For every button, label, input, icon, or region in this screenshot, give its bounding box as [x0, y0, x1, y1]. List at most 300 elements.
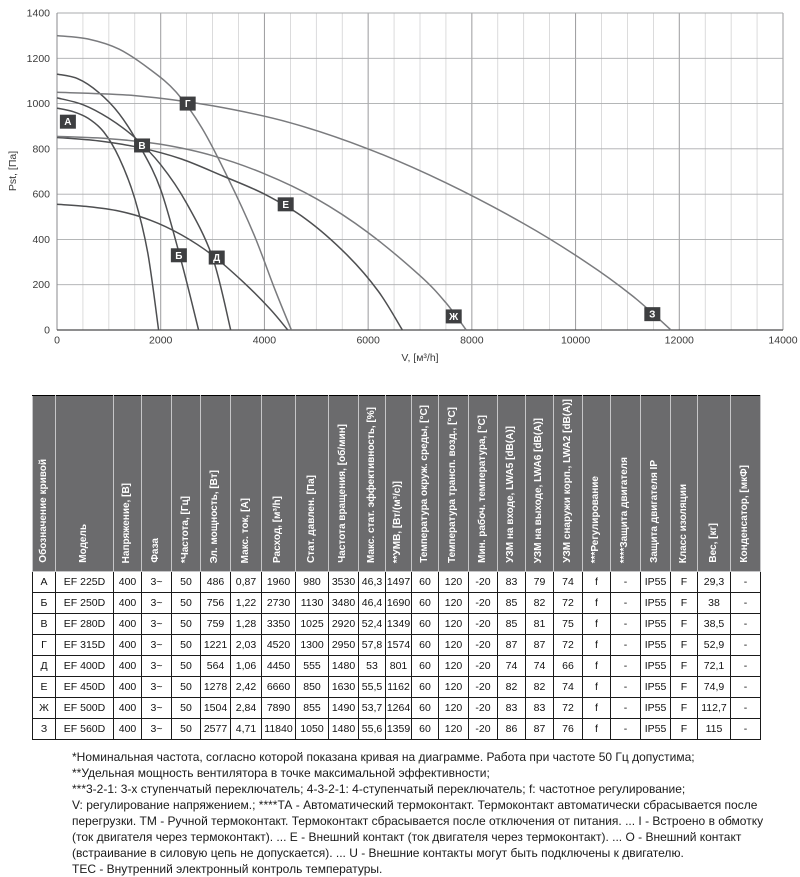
table-cell: 74	[526, 656, 554, 677]
table-cell: 1480	[329, 656, 359, 677]
table-cell: Г	[33, 635, 56, 656]
column-header-label: Температура окруж. среды, [°C]	[418, 405, 430, 563]
table-cell: 3~	[142, 677, 172, 698]
table-cell: f	[583, 656, 611, 677]
table-cell: 60	[412, 635, 439, 656]
column-header	[296, 396, 329, 572]
y-tick-label: 0	[44, 324, 50, 337]
table-cell: IP55	[641, 635, 671, 656]
column-header-label: Частота вращения, [об/мин]	[337, 424, 349, 563]
column-header	[611, 396, 641, 572]
table-cell: -	[611, 572, 641, 593]
table-cell: EF 250D	[56, 593, 114, 614]
svg-text:Д: Д	[213, 253, 221, 265]
column-header-label: Модель	[78, 524, 90, 563]
table-cell: -	[611, 698, 641, 719]
table-cell: 3~	[142, 614, 172, 635]
table-cell: 120	[439, 614, 469, 635]
table-cell: -20	[469, 593, 498, 614]
y-tick-label: 1200	[26, 52, 50, 65]
column-header-label: ****Защита двигателя	[619, 456, 631, 563]
table-cell: f	[583, 677, 611, 698]
table-cell: 3480	[329, 593, 359, 614]
table-cell: 2730	[262, 593, 296, 614]
table-cell: 850	[296, 677, 329, 698]
table-cell: 120	[439, 635, 469, 656]
table-cell: 52,4	[359, 614, 386, 635]
table-cell: IP55	[641, 572, 671, 593]
column-header	[554, 396, 583, 572]
fan-curve-ef-560d	[57, 92, 671, 330]
table-cell: 2920	[329, 614, 359, 635]
column-header	[698, 396, 731, 572]
x-tick-label: 12000	[664, 334, 694, 347]
table-cell: -	[611, 635, 641, 656]
column-header	[56, 396, 114, 572]
table-cell: EF 500D	[56, 698, 114, 719]
column-header-label: Конденсатор, [мкФ]	[739, 465, 751, 563]
table-cell: 400	[114, 719, 142, 740]
table-cell: -20	[469, 719, 498, 740]
x-tick-label: 4000	[252, 334, 277, 347]
table-cell: -20	[469, 614, 498, 635]
column-header-label: УЗМ на выходе, LWA6 [dB(A)]	[533, 417, 545, 563]
table-cell: 1278	[201, 677, 231, 698]
table-cell: 400	[114, 593, 142, 614]
column-header	[114, 396, 142, 572]
table-cell: 1050	[296, 719, 329, 740]
table-cell: f	[583, 635, 611, 656]
column-header-label: Напряжение, [В]	[121, 482, 133, 563]
table-cell: 2,84	[231, 698, 262, 719]
column-header	[583, 396, 611, 572]
table-cell: 120	[439, 572, 469, 593]
table-row	[33, 719, 761, 740]
y-axis-title: Pst, [Па]	[7, 150, 19, 192]
table-cell: 82	[526, 677, 554, 698]
table-cell: f	[583, 593, 611, 614]
table-cell: 120	[439, 698, 469, 719]
table-cell: 50	[172, 719, 201, 740]
table-cell: 756	[201, 593, 231, 614]
column-header	[526, 396, 554, 572]
table-cell: 76	[554, 719, 583, 740]
table-cell: -	[731, 698, 761, 719]
x-tick-label: 14000	[768, 334, 798, 347]
y-tick-label: 400	[32, 233, 50, 246]
table-cell: 52,9	[698, 635, 731, 656]
table-cell: 50	[172, 698, 201, 719]
column-header-label: УЗМ на входе, LWA5 [dB(A)]	[505, 426, 517, 563]
table-cell: IP55	[641, 698, 671, 719]
footnote-line: ТЕС - Внутренний электронный контроль температуры.	[72, 862, 383, 876]
table-cell: 66	[554, 656, 583, 677]
svg-text:Ж: Ж	[449, 311, 459, 323]
column-header	[469, 396, 498, 572]
table-cell: 120	[439, 593, 469, 614]
table-cell: 855	[296, 698, 329, 719]
table-cell: EF 450D	[56, 677, 114, 698]
table-cell: f	[583, 614, 611, 635]
column-header-label: УЗМ снаружи корп., LWA2 [dB(A)]	[561, 399, 573, 563]
column-header-label: Обозначение кривой	[37, 459, 49, 563]
svg-text:Г: Г	[184, 99, 191, 111]
fan-performance-chart	[0, 0, 800, 378]
table-cell: 87	[526, 635, 554, 656]
specs-table	[32, 395, 761, 740]
y-tick-label: 800	[32, 143, 50, 156]
table-cell: 1504	[201, 698, 231, 719]
table-cell: 74,9	[698, 677, 731, 698]
table-cell: EF 280D	[56, 614, 114, 635]
table-cell: 50	[172, 572, 201, 593]
column-header-label: Класс изоляции	[677, 483, 689, 563]
table-cell: 1221	[201, 635, 231, 656]
table-cell: 2,42	[231, 677, 262, 698]
table-cell: 82	[526, 593, 554, 614]
table-cell: -	[731, 677, 761, 698]
table-cell: В	[33, 614, 56, 635]
table-cell: IP55	[641, 656, 671, 677]
table-cell: 801	[386, 656, 412, 677]
table-cell: 400	[114, 677, 142, 698]
table-cell: -	[731, 614, 761, 635]
table-cell: 1,06	[231, 656, 262, 677]
table-cell: 60	[412, 614, 439, 635]
table-cell: 11840	[262, 719, 296, 740]
table-cell: 2950	[329, 635, 359, 656]
table-cell: 83	[498, 698, 526, 719]
table-cell: 1349	[386, 614, 412, 635]
table-cell: EF 225D	[56, 572, 114, 593]
table-cell: 3~	[142, 719, 172, 740]
table-cell: 50	[172, 635, 201, 656]
table-cell: 83	[526, 698, 554, 719]
curve-label-Д	[209, 251, 225, 265]
table-cell: 400	[114, 656, 142, 677]
table-cell: -	[611, 593, 641, 614]
curve-label-А	[60, 115, 76, 129]
table-cell: 1490	[329, 698, 359, 719]
curve-label-Г	[180, 97, 196, 111]
y-tick-label: 1400	[26, 7, 50, 20]
table-cell: 87	[526, 719, 554, 740]
table-cell: 74	[554, 677, 583, 698]
table-cell: 46,4	[359, 593, 386, 614]
table-cell: Ж	[33, 698, 56, 719]
table-row	[33, 656, 761, 677]
table-row	[33, 572, 761, 593]
table-cell: Е	[33, 677, 56, 698]
table-cell: EF 315D	[56, 635, 114, 656]
table-cell: -	[731, 656, 761, 677]
column-header	[329, 396, 359, 572]
table-cell: 60	[412, 656, 439, 677]
footnote-line: (встраивание в силовую цепь не допускается). ... U - Внешние контакты могут быть подключены к двигателю.	[72, 846, 684, 860]
fan-curves-svg	[0, 0, 800, 378]
table-cell: -	[731, 719, 761, 740]
footnotes	[72, 749, 800, 877]
table-cell: -20	[469, 572, 498, 593]
table-cell: 50	[172, 656, 201, 677]
column-header-label: Мин. рабоч. температура, [°C]	[476, 415, 488, 563]
table-cell: -	[611, 677, 641, 698]
svg-text:З: З	[649, 309, 656, 321]
table-cell: 7890	[262, 698, 296, 719]
table-cell: 1130	[296, 593, 329, 614]
table-cell: 55,6	[359, 719, 386, 740]
table-cell: F	[671, 614, 698, 635]
table-cell: 3~	[142, 698, 172, 719]
table-cell: 400	[114, 635, 142, 656]
column-header-label: **УМВ, [Вт/(м³/с)]	[392, 480, 404, 563]
column-header-label: ***Регулирование	[590, 475, 602, 563]
column-header-label: Температура трансп. возд., [°C]	[447, 406, 459, 563]
table-cell: 50	[172, 593, 201, 614]
table-cell: -	[731, 635, 761, 656]
table-cell: 3~	[142, 593, 172, 614]
table-cell: 1300	[296, 635, 329, 656]
column-header-label: Эл. мощность, [Вт]	[209, 469, 221, 563]
curve-label-Б	[171, 248, 187, 262]
table-cell: 564	[201, 656, 231, 677]
table-cell: 4450	[262, 656, 296, 677]
table-cell: 3~	[142, 656, 172, 677]
table-cell: 759	[201, 614, 231, 635]
table-cell: 85	[498, 614, 526, 635]
table-cell: 3~	[142, 635, 172, 656]
table-row	[33, 677, 761, 698]
column-header-label: Защита двигателя IP	[649, 460, 661, 563]
table-cell: -20	[469, 677, 498, 698]
table-cell: 50	[172, 614, 201, 635]
specs-table-body	[33, 572, 761, 740]
table-cell: 38,5	[698, 614, 731, 635]
table-cell: -20	[469, 656, 498, 677]
table-cell: F	[671, 698, 698, 719]
table-cell: IP55	[641, 614, 671, 635]
table-cell: 57,8	[359, 635, 386, 656]
table-cell: 60	[412, 572, 439, 593]
column-header-label: Макс. ток, [А]	[239, 497, 251, 563]
fan-curve-ef-250d	[57, 74, 199, 330]
footnote-line: ***3-2-1: 3-х ступенчатый переключатель; 4-3-2-1: 4-ступенчатый переключатель; f: частотное регулирование;	[72, 782, 686, 796]
column-header-label: Макс. стат. эффективность, [%]	[365, 407, 377, 563]
x-tick-label: 6000	[356, 334, 380, 347]
column-header	[386, 396, 412, 572]
table-cell: 83	[498, 572, 526, 593]
footnote-line: (ток двигателя через термоконтакт). ... Е - Внешний контакт (ток двигателя через термоконтакт). ... О - Внешний контакт	[72, 830, 742, 844]
table-cell: 72	[554, 698, 583, 719]
table-cell: 85	[498, 593, 526, 614]
table-cell: 1359	[386, 719, 412, 740]
table-cell: F	[671, 677, 698, 698]
table-cell: -	[731, 572, 761, 593]
column-header	[641, 396, 671, 572]
table-cell: 60	[412, 719, 439, 740]
column-header	[142, 396, 172, 572]
table-cell: 980	[296, 572, 329, 593]
y-tick-label: 1000	[26, 98, 50, 111]
column-header-label: Фаза	[150, 538, 162, 563]
table-cell: 1960	[262, 572, 296, 593]
table-cell: 75	[554, 614, 583, 635]
table-cell: F	[671, 719, 698, 740]
table-row	[33, 614, 761, 635]
table-cell: 3530	[329, 572, 359, 593]
table-cell: 400	[114, 572, 142, 593]
table-cell: IP55	[641, 593, 671, 614]
column-header	[412, 396, 439, 572]
column-header	[172, 396, 201, 572]
curve-label-З	[644, 307, 660, 321]
table-cell: Д	[33, 656, 56, 677]
table-cell: -	[611, 719, 641, 740]
svg-text:Б: Б	[175, 250, 183, 262]
column-header	[262, 396, 296, 572]
table-cell: 3350	[262, 614, 296, 635]
table-cell: 79	[526, 572, 554, 593]
table-cell: F	[671, 572, 698, 593]
chart-curves	[57, 36, 671, 330]
svg-text:В: В	[138, 140, 146, 152]
table-cell: 82	[498, 677, 526, 698]
table-cell: 29,3	[698, 572, 731, 593]
table-cell: 555	[296, 656, 329, 677]
column-header	[498, 396, 526, 572]
table-cell: IP55	[641, 719, 671, 740]
column-header	[359, 396, 386, 572]
footnote-line: перегрузки. ТМ - Ручной термоконтакт. Термоконтакт сбрасывается после отключения от питания. ... I - Встроено в обмотку	[72, 814, 764, 828]
curve-labels	[60, 97, 660, 324]
table-cell: IP55	[641, 677, 671, 698]
footnote-line: V: регулирование напряжением.; ****ТА - Автоматический термоконтакт. Термоконтакт автоматически сбрасывается после	[72, 798, 758, 812]
column-header-label: Стат. давлен. [Па]	[305, 475, 317, 563]
table-cell: З	[33, 719, 56, 740]
table-cell: 1,28	[231, 614, 262, 635]
svg-text:Е: Е	[282, 199, 290, 211]
table-cell: EF 400D	[56, 656, 114, 677]
table-cell: f	[583, 698, 611, 719]
table-cell: 6660	[262, 677, 296, 698]
table-row	[33, 635, 761, 656]
table-cell: 115	[698, 719, 731, 740]
table-cell: 486	[201, 572, 231, 593]
table-cell: 1690	[386, 593, 412, 614]
table-cell: 74	[498, 656, 526, 677]
table-cell: 72	[554, 635, 583, 656]
column-header-label: Вес, [кг]	[707, 523, 719, 563]
table-cell: 1480	[329, 719, 359, 740]
curve-label-Е	[278, 197, 294, 211]
table-cell: 1264	[386, 698, 412, 719]
y-tick-label: 200	[32, 279, 50, 292]
table-cell: 1574	[386, 635, 412, 656]
table-cell: 400	[114, 698, 142, 719]
specs-table-header	[33, 396, 761, 572]
table-cell: 120	[439, 719, 469, 740]
footnote-line: **Удельная мощность вентилятора в точке максимальной эффективности;	[72, 766, 490, 780]
table-cell: -	[611, 614, 641, 635]
table-cell: 72	[554, 593, 583, 614]
table-cell: -	[611, 656, 641, 677]
table-cell: 0,87	[231, 572, 262, 593]
table-cell: 60	[412, 593, 439, 614]
table-cell: 50	[172, 677, 201, 698]
column-header	[201, 396, 231, 572]
curve-label-В	[134, 138, 150, 152]
x-tick-label: 10000	[560, 334, 591, 347]
table-cell: 4,71	[231, 719, 262, 740]
table-cell: 120	[439, 677, 469, 698]
svg-text:А: А	[64, 117, 72, 129]
table-row	[33, 593, 761, 614]
table-cell: 86	[498, 719, 526, 740]
table-cell: 112,7	[698, 698, 731, 719]
table-cell: 2577	[201, 719, 231, 740]
table-cell: 60	[412, 677, 439, 698]
table-row	[33, 698, 761, 719]
table-cell: 55,5	[359, 677, 386, 698]
header-row	[33, 396, 761, 572]
table-cell: f	[583, 719, 611, 740]
table-cell: f	[583, 572, 611, 593]
table-cell: 1,22	[231, 593, 262, 614]
column-header	[231, 396, 262, 572]
table-cell: 400	[114, 614, 142, 635]
x-axis-title: V, [м³/h]	[401, 352, 439, 364]
fan-curve-ef-400d	[57, 204, 288, 330]
y-tick-label: 600	[32, 188, 50, 201]
table-cell: F	[671, 635, 698, 656]
table-cell: 46,3	[359, 572, 386, 593]
curve-label-Ж	[446, 309, 462, 323]
column-header	[731, 396, 761, 572]
table-cell: 1497	[386, 572, 412, 593]
table-cell: 72,1	[698, 656, 731, 677]
table-cell: 60	[412, 698, 439, 719]
table-cell: 1630	[329, 677, 359, 698]
table-cell: -	[731, 593, 761, 614]
table-cell: 1162	[386, 677, 412, 698]
table-cell: 81	[526, 614, 554, 635]
footnote-line: *Номинальная частота, согласно которой показана кривая на диаграмме. Работа при частоте 50 Гц допустима;	[72, 750, 695, 764]
table-cell: А	[33, 572, 56, 593]
table-cell: 3~	[142, 572, 172, 593]
column-header	[33, 396, 56, 572]
column-header-label: Расход, [м³/h]	[272, 496, 284, 563]
table-cell: 38	[698, 593, 731, 614]
table-cell: 1025	[296, 614, 329, 635]
column-header	[439, 396, 469, 572]
table-cell: 53,7	[359, 698, 386, 719]
x-tick-label: 0	[54, 334, 60, 347]
table-cell: F	[671, 593, 698, 614]
table-cell: EF 560D	[56, 719, 114, 740]
table-cell: 4520	[262, 635, 296, 656]
table-cell: 2,03	[231, 635, 262, 656]
table-cell: 120	[439, 656, 469, 677]
table-cell: -20	[469, 698, 498, 719]
table-cell: 87	[498, 635, 526, 656]
table-cell: F	[671, 656, 698, 677]
table-cell: -20	[469, 635, 498, 656]
x-tick-label: 8000	[460, 334, 484, 347]
table-cell: 74	[554, 572, 583, 593]
table-cell: 53	[359, 656, 386, 677]
table-cell: Б	[33, 593, 56, 614]
column-header	[671, 396, 698, 572]
